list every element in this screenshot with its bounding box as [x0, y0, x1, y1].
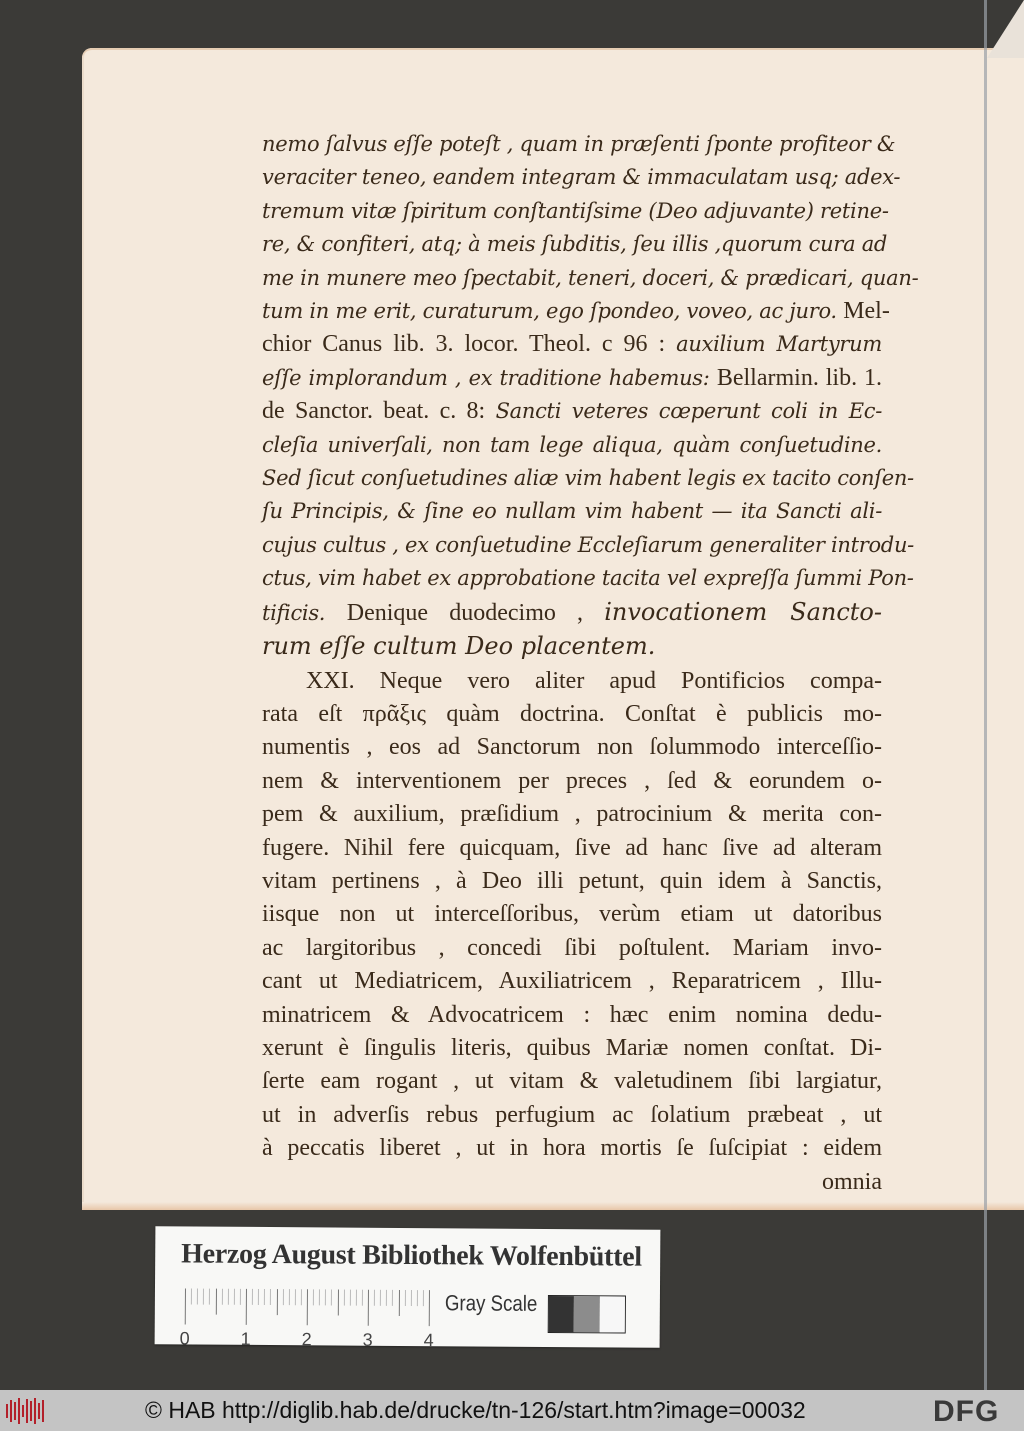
- ruler-tick: [313, 1289, 314, 1305]
- text-segment: re, & confiteri, atq; à meis ſubditis, ſeu illis ,quorum cura ad: [262, 232, 888, 257]
- text-segment: veraciter teneo, eandem integram & immaculatam usq; adex-: [262, 165, 901, 190]
- ruler-tick: [404, 1290, 405, 1306]
- text-line: [262, 932, 882, 965]
- text-line: [262, 228, 888, 261]
- ruler-tick: [276, 1289, 277, 1315]
- centimeter-ruler: [179, 1288, 434, 1351]
- text-line: [262, 665, 882, 698]
- text-segment: nem & interventionem per preces , ſed & eorundem o-: [262, 767, 882, 794]
- ruler-tick: [392, 1290, 393, 1306]
- ruler-tick: [398, 1290, 399, 1316]
- text-segment: Bellarmin. lib. 1.: [716, 364, 882, 391]
- ruler-tick: [325, 1289, 326, 1305]
- ruler-tick: [246, 1289, 247, 1325]
- ruler-tick: [228, 1289, 229, 1305]
- text-line: [262, 328, 882, 361]
- text-line: [262, 898, 882, 931]
- ruler-tick: [252, 1289, 253, 1305]
- ruler-tick: [343, 1290, 344, 1306]
- text-line: [262, 630, 882, 664]
- ruler-tick: [197, 1289, 198, 1305]
- ruler-tick: [337, 1290, 338, 1316]
- text-line: [262, 832, 882, 865]
- ruler-tick: [282, 1289, 283, 1305]
- ruler-tick: [356, 1290, 357, 1306]
- ruler-tick: [240, 1289, 241, 1305]
- text-segment: tum in me erit, curaturum, ego ſpondeo, voveo, ac juro.: [262, 299, 844, 324]
- catchword: omnia: [822, 1168, 882, 1195]
- ruler-tick: [417, 1290, 418, 1306]
- text-line: [262, 965, 882, 998]
- ruler-tick: [270, 1289, 271, 1305]
- text-line: [262, 562, 914, 595]
- hab-logo-icon: [6, 1398, 46, 1424]
- ruler-tick: [368, 1290, 369, 1326]
- text-segment: ctus, vim habet ex approbatione tacita vel expreſſa ſummi Pon-: [262, 566, 914, 591]
- ruler-tick: [289, 1289, 290, 1305]
- ruler-number: 4: [423, 1330, 434, 1351]
- ruler-tick: [185, 1288, 186, 1324]
- ruler-tick: [423, 1290, 424, 1306]
- text-segment: tificis.: [262, 600, 347, 625]
- text-segment: vitam pertinens , à Deo illi petunt, quin idem à Sanctis,: [262, 867, 882, 894]
- text-segment: cleſia univerſali, non tam lege aliqua, quàm conſuetudine.: [262, 432, 882, 457]
- text-segment: xerunt è ſingulis literis, quibus Mariæ nomen conſtat. Di-: [262, 1034, 882, 1061]
- text-segment: Sed ſicut conſuetudines aliæ vim habent legis ex tacito conſen-: [262, 466, 914, 491]
- ruler-tick: [203, 1289, 204, 1305]
- ruler-tick: [307, 1289, 308, 1325]
- text-segment: Mel-: [843, 298, 890, 325]
- text-line: [262, 1032, 882, 1065]
- color-calibration-card: [155, 1226, 661, 1351]
- text-segment: fugere. Nihil fere quicquam, ſive ad hanc ſive ad alteram: [262, 834, 882, 861]
- text-line: [262, 529, 914, 562]
- text-segment: eſſe implorandum , ex traditione habemus:: [262, 365, 717, 390]
- text-segment: cant ut Mediatricem, Auxiliatricem , Reparatricem , Illu-: [262, 968, 882, 995]
- footer-bar: [0, 1390, 1024, 1431]
- text-line: [262, 395, 882, 428]
- ruler-tick: [319, 1289, 320, 1305]
- text-segment: invocationem Sancto-: [604, 597, 882, 626]
- text-line: [262, 731, 882, 764]
- text-segment: ſerte eam rogant , ut vitam & valetudinem ſibi largiatur,: [262, 1068, 882, 1095]
- gray-scale-label: Gray Scale: [444, 1290, 538, 1316]
- copyright-url[interactable]: © HAB http://diglib.hab.de/drucke/tn-126/start.htm?image=00032: [145, 1397, 806, 1423]
- text-segment: numentis , eos ad Sanctorum non ſolummodo interceſſio-: [262, 734, 882, 761]
- text-segment: à peccatis liberet , ut in hora mortis ſe ſuſcipiat : eidem: [262, 1135, 882, 1162]
- ruler-tick: [374, 1290, 375, 1306]
- text-segment: tremum vitæ ſpiritum conſtantiſsime (Deo adjuvante) retine-: [262, 198, 889, 223]
- text-segment: pem & auxilium, præſidium , patrocinium & merita con-: [262, 801, 882, 828]
- text-line: [262, 698, 882, 731]
- text-segment: cujus cultus , ex conſuetudine Eccleſiarum generaliter introdu-: [262, 532, 914, 557]
- text-line: [262, 999, 882, 1032]
- ruler-tick: [429, 1290, 430, 1326]
- text-segment: Sancti veteres cœperunt coli in Ec-: [495, 399, 882, 424]
- text-line: [262, 429, 882, 462]
- text-segment: ut in adverſis rebus perfugium ac ſolatium præbeat , ut: [262, 1101, 882, 1128]
- ruler-tick: [234, 1289, 235, 1305]
- text-line: [262, 596, 882, 630]
- ruler-tick: [331, 1289, 332, 1305]
- text-line: [262, 798, 882, 831]
- text-segment: nemo ſalvus eſſe poteſt , quam in præſenti ſponte profiteor &: [262, 132, 896, 156]
- ruler-number: 1: [240, 1328, 251, 1349]
- text-line: [262, 1132, 882, 1165]
- text-segment: rum eſſe cultum Deo placentem.: [262, 632, 656, 661]
- ruler-tick: [258, 1289, 259, 1305]
- gray-scale-swatches: [548, 1295, 626, 1334]
- ruler-tick: [386, 1290, 387, 1306]
- gray-swatch: [574, 1296, 600, 1332]
- ruler-tick: [191, 1288, 192, 1304]
- library-name: Herzog August Bibliothek Wolfenbüttel: [181, 1238, 642, 1273]
- scanner-gutter-line: [984, 0, 987, 1390]
- dfg-logo: DFG: [933, 1395, 1000, 1428]
- text-line: [262, 495, 882, 528]
- text-line: [262, 765, 882, 798]
- text-segment: iisque non ut interceſſoribus, verùm etiam ut datoribus: [262, 901, 882, 928]
- text-segment: minatricem & Advocatricem : hæc enim nomina dedu-: [262, 1001, 882, 1028]
- ruler-tick: [221, 1289, 222, 1305]
- ruler-number: 3: [362, 1329, 373, 1350]
- text-segment: XXI. Neque vero aliter apud Pontificios compa-: [306, 667, 882, 694]
- gray-swatch: [549, 1296, 575, 1332]
- text-segment: chior Canus lib. 3. locor. Theol. c 96 :: [262, 331, 677, 358]
- ruler-tick: [380, 1290, 381, 1306]
- text-segment: auxilium Martyrum: [676, 332, 882, 357]
- ruler-tick: [295, 1289, 296, 1305]
- ruler-tick: [264, 1289, 265, 1305]
- text-segment: rata eſt πρᾶξις quàm doctrina. Conſtat è publicis mo-: [262, 700, 882, 727]
- text-segment: Denique duodecimo ,: [346, 599, 605, 626]
- text-line: [262, 128, 896, 161]
- ruler-tick: [209, 1289, 210, 1305]
- text-line: [262, 865, 882, 898]
- gray-swatch: [599, 1296, 625, 1332]
- text-segment: me in munere meo ſpectabit, teneri, doceri, & prædicari, quan-: [262, 265, 919, 290]
- text-line: [262, 1065, 882, 1098]
- text-line: [262, 161, 901, 194]
- ruler-tick: [411, 1290, 412, 1306]
- ruler-tick: [362, 1290, 363, 1306]
- text-segment: ſu Principis, & ſine eo nullam vim habent — ita Sancti ali-: [262, 499, 882, 524]
- text-line: [262, 1099, 882, 1132]
- text-line: [262, 195, 889, 228]
- text-line: [262, 262, 919, 295]
- ruler-number: 2: [301, 1329, 312, 1350]
- text-segment: de Sanctor. beat. c. 8:: [262, 398, 496, 425]
- ruler-tick: [350, 1290, 351, 1306]
- text-segment: ac largitoribus , concedi ſibi poſtulent. Mariam invo-: [262, 934, 882, 961]
- text-line: [262, 462, 914, 495]
- text-line: [262, 295, 890, 328]
- ruler-tick: [301, 1289, 302, 1305]
- ruler-number: 0: [179, 1328, 190, 1349]
- ruler-tick: [215, 1289, 216, 1315]
- page-text-block: [262, 128, 919, 1199]
- text-line: [262, 362, 882, 395]
